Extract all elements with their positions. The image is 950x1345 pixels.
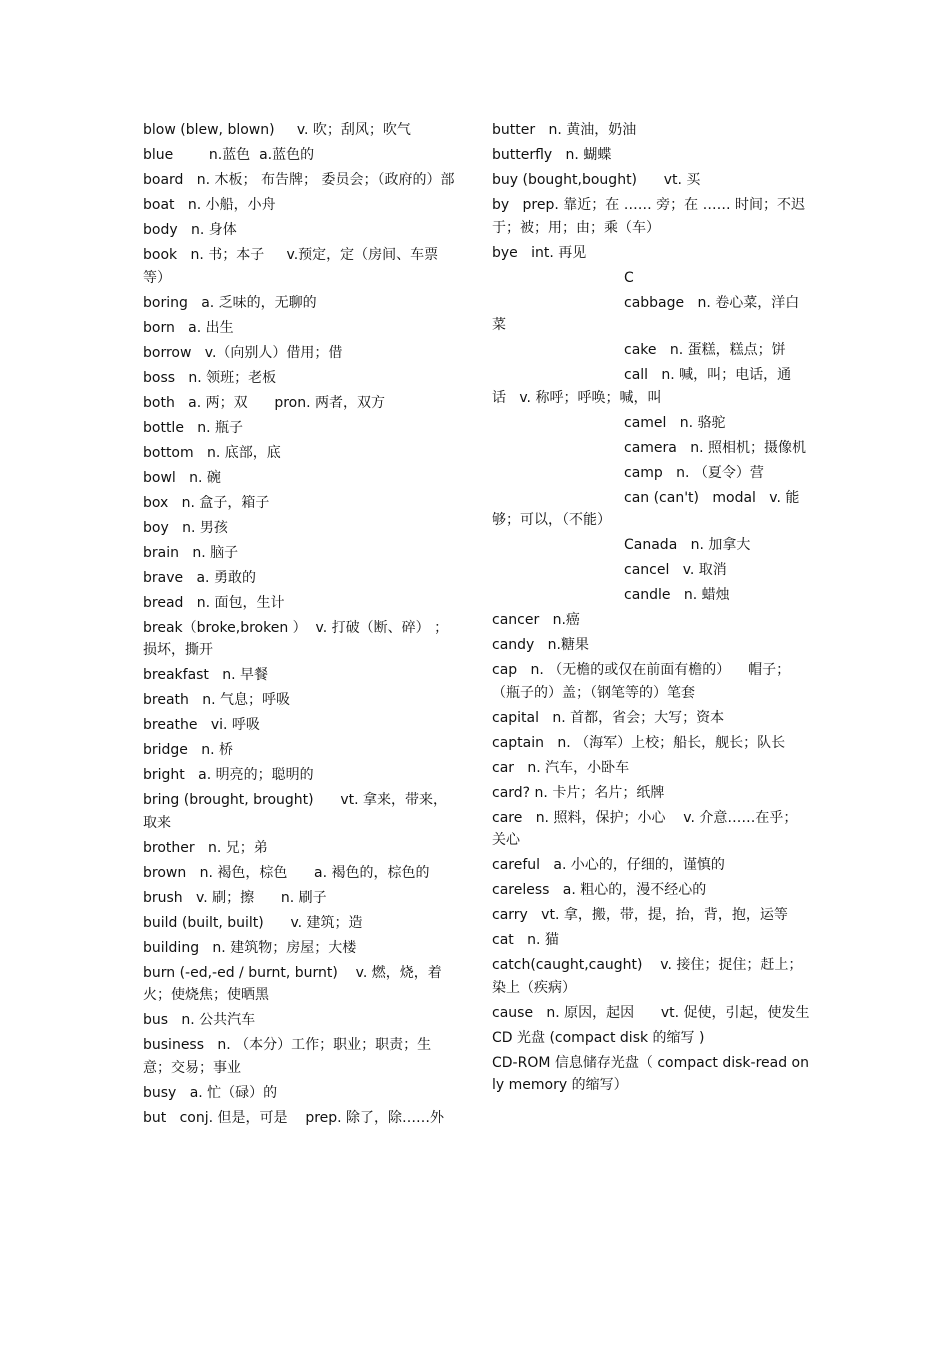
vocab-entry: bowl n. 碗 (143, 469, 221, 486)
vocab-entry: building n. 建筑物；房屋；大楼 (143, 939, 357, 956)
vocab-entry: cause n. 原因，起因 vt. 促使，引起，使发生 (492, 1004, 810, 1021)
vocab-entry: card? n. 卡片；名片；纸牌 (492, 784, 665, 801)
vocab-entry: camp n. （夏令）营 (624, 464, 764, 481)
vocab-entry: capital n. 首都，省会；大写；资本 (492, 709, 725, 726)
vocab-entry: cabbage n. 卷心菜，洋白菜 (492, 294, 800, 333)
vocab-entry: Canada n. 加拿大 (624, 537, 751, 553)
vocab-entry: can (can't) modal v. 能够；可以，（不能） (492, 489, 800, 528)
vocab-entry: bye int. 再见 (492, 244, 587, 261)
vocab-entry: butterfly n. 蝴蝶 (492, 147, 612, 163)
vocab-entry: breath n. 气息；呼吸 (143, 692, 291, 708)
vocab-entry: body n. 身体 (143, 222, 237, 238)
vocab-entry: board n. 木板； 布告牌； 委员会；（政府的）部 (143, 172, 455, 188)
vocab-entry: car n. 汽车，小卧车 (492, 759, 630, 776)
vocab-entry: careful a. 小心的，仔细的，谨慎的 (492, 857, 725, 873)
vocab-entry: candy n.糖果 (492, 637, 589, 653)
vocab-entry: brother n. 兄；弟 (143, 839, 268, 856)
vocab-entry: candle n. 蜡烛 (624, 587, 730, 603)
vocab-entry: boat n. 小船，小舟 (143, 197, 276, 213)
vocab-entry: bright a. 明亮的；聪明的 (143, 767, 314, 783)
vocab-entry: box n. 盒子，箱子 (143, 494, 270, 511)
vocab-entry: bottom n. 底部，底 (143, 444, 281, 461)
vocab-entry: business n. （本分）工作；职业；职责；生意；交易；事业 (143, 1037, 432, 1076)
vocab-entry: but conj. 但是，可是 prep. 除了，除……外 (143, 1109, 445, 1126)
vocab-entry: CD-ROM 信息储存光盘（ compact disk-read only memory 的缩写） (492, 1054, 809, 1093)
vocab-entry: boy n. 男孩 (143, 519, 228, 536)
vocab-entry: book n. 书；本子 v.预定，定（房间、车票等） (143, 247, 439, 286)
vocab-entry: blow (blew, blown) v. 吹；刮风；吹气 (143, 122, 411, 138)
vocab-entry: boss n. 领班；老板 (143, 369, 277, 386)
vocab-entry: blue n.蓝色 a.蓝色的 (143, 147, 315, 163)
vocab-entry: buy (bought,bought) vt. 买 (492, 172, 701, 188)
left-column (143, 119, 459, 1132)
vocab-entry: cap n. （无檐的或仅在前面有檐的） 帽子；（瓶子的）盖；（钢笔等的）笔套 (492, 662, 791, 701)
vocab-entry: cat n. 猫 (492, 932, 559, 948)
vocab-entry: break（broke,broken ） v. 打破（断、碎） ；损坏，撕开 (143, 619, 449, 658)
vocab-entry: brain n. 脑子 (143, 544, 239, 561)
vocab-entry: butter n. 黄油，奶油 (492, 122, 637, 138)
vocab-entry: busy a. 忙（碌）的 (143, 1084, 278, 1101)
section-letter-heading: C (624, 269, 634, 286)
vocab-entry: build (built, built) v. 建筑；造 (143, 914, 363, 931)
vocab-entry: careless a. 粗心的，漫不经心的 (492, 882, 707, 898)
vocab-entry: call n. 喊，叫；电话，通话 v. 称呼；呼唤；喊，叫 (492, 367, 792, 406)
vocab-entry: cancer n.癌 (492, 612, 580, 628)
vocab-entry: cancel v. 取消 (624, 562, 727, 578)
vocab-entry: boring a. 乏味的，无聊的 (143, 294, 317, 311)
vocab-entry: bring (brought, brought) vt. 拿来，带来，取来 (143, 792, 447, 831)
vocab-entry: burn (-ed,-ed / burnt, burnt) v. 燃，烧，着火；使烧焦；使晒黑 (143, 964, 442, 1003)
vocab-entry: camera n. 照相机；摄像机 (624, 439, 806, 456)
vocab-entry: brave a. 勇敢的 (143, 569, 256, 586)
vocab-entry: CD 光盘 (compact disk 的缩写 ) (492, 1029, 705, 1046)
vocab-entry: bottle n. 瓶子 (143, 419, 244, 436)
vocab-entry: breathe vi. 呼吸 (143, 717, 260, 733)
vocab-entry: breakfast n. 早餐 (143, 667, 269, 683)
right-column (492, 119, 810, 1099)
vocab-entry: bridge n. 桥 (143, 742, 234, 758)
vocab-entry: both a. 两；双 pron. 两者，双方 (143, 394, 386, 411)
vocab-entry: brown n. 褐色，棕色 a. 褐色的，棕色的 (143, 864, 430, 881)
vocab-entry: cake n. 蛋糕，糕点；饼 (624, 342, 786, 358)
vocab-entry: borrow v.（向别人）借用；借 (143, 344, 343, 361)
vocab-entry: carry vt. 拿，搬，带，提，抬，背，抱，运等 (492, 907, 788, 923)
vocab-entry: born a. 出生 (143, 319, 234, 336)
vocab-entry: captain n. （海军）上校；船长，舰长；队长 (492, 734, 786, 751)
vocab-entry: bread n. 面包，生计 (143, 594, 285, 611)
vocab-entry: bus n. 公共汽车 (143, 1012, 256, 1028)
vocab-entry: catch(caught,caught) v. 接住；捉住；赶上；染上（疾病） (492, 957, 803, 996)
vocab-entry: care n. 照料，保护；小心 v. 介意……在乎；关心 (492, 809, 798, 848)
vocab-entry: camel n. 骆驼 (624, 414, 726, 431)
vocab-entry: brush v. 刷；擦 n. 刷子 (143, 889, 327, 906)
vocab-entry: by prep. 靠近；在 …… 旁；在 …… 时间；不迟于；被；用；由；乘（车） (492, 197, 806, 236)
